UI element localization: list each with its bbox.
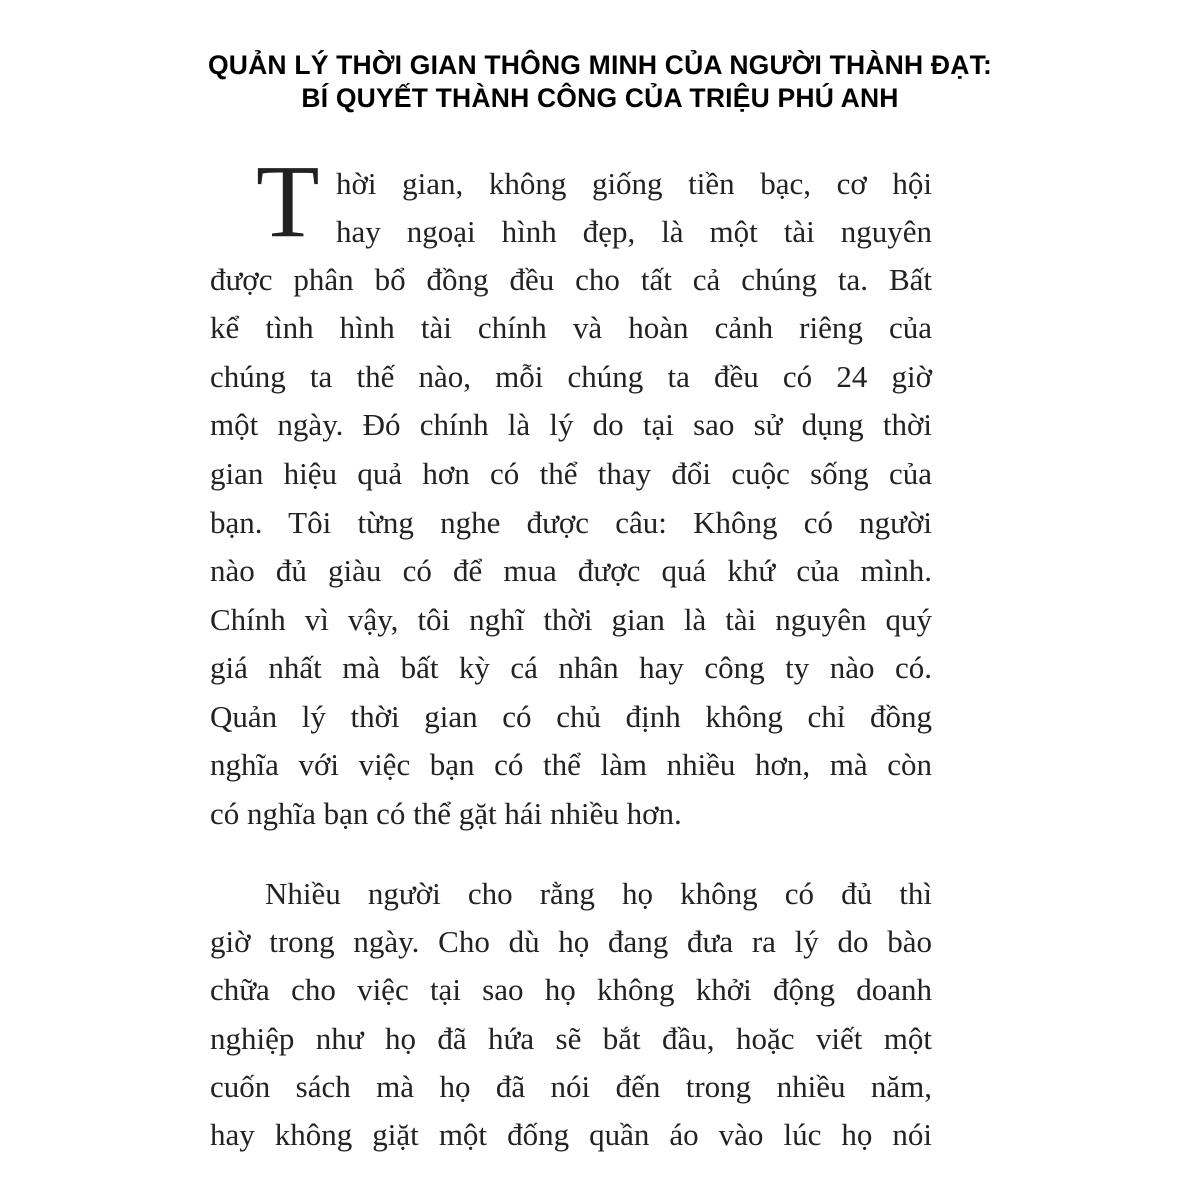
drop-cap: T [256, 144, 320, 259]
text-line: giá nhất mà bất kỳ cá nhân hay công ty nào có. [210, 650, 932, 685]
text-line: bạn. Tôi từng nghe được câu: Không có người [210, 505, 932, 540]
page-title-line-2: BÍ QUYẾT THÀNH CÔNG CỦA TRIỆU PHÚ ANH [301, 83, 899, 113]
text-line: được phân bổ đồng đều cho tất cả chúng ta. Bất [210, 262, 932, 297]
text-line: Quản lý thời gian có chủ định không chỉ đồng [210, 699, 932, 734]
text-line: có nghĩa bạn có thể gặt hái nhiều hơn. [210, 796, 682, 831]
text-line: gian hiệu quả hơn có thể thay đổi cuộc sống của [210, 456, 932, 491]
text-line: chúng ta thế nào, mỗi chúng ta đều có 24 giờ [210, 359, 932, 394]
text-line: Chính vì vậy, tôi nghĩ thời gian là tài nguyên quý [210, 602, 932, 637]
text-line: cuốn sách mà họ đã nói đến trong nhiều năm, [210, 1069, 932, 1104]
text-line: hay ngoại hình đẹp, là một tài nguyên [336, 214, 932, 249]
text-line: nghiệp như họ đã hứa sẽ bắt đầu, hoặc viết một [210, 1021, 932, 1056]
page-title-line-1: QUẢN LÝ THỜI GIAN THÔNG MINH CỦA NGƯỜI THÀNH ĐẠT: [207, 50, 993, 80]
text-line: hay không giặt một đống quần áo vào lúc họ nói [210, 1117, 932, 1152]
text-line: giờ trong ngày. Cho dù họ đang đưa ra lý do bào [210, 924, 932, 959]
text-line: một ngày. Đó chính là lý do tại sao sử dụng thời [210, 407, 932, 442]
text-line: chữa cho việc tại sao họ không khởi động doanh [210, 972, 932, 1007]
text-line: nào đủ giàu có để mua được quá khứ của mình. [210, 553, 932, 588]
text-line: hời gian, không giống tiền bạc, cơ hội [336, 166, 932, 201]
text-line: nghĩa với việc bạn có thể làm nhiều hơn, mà còn [210, 747, 932, 782]
text-line: Nhiều người cho rằng họ không có đủ thì [265, 876, 932, 911]
text-line: kể tình hình tài chính và hoàn cảnh riêng của [210, 310, 932, 345]
